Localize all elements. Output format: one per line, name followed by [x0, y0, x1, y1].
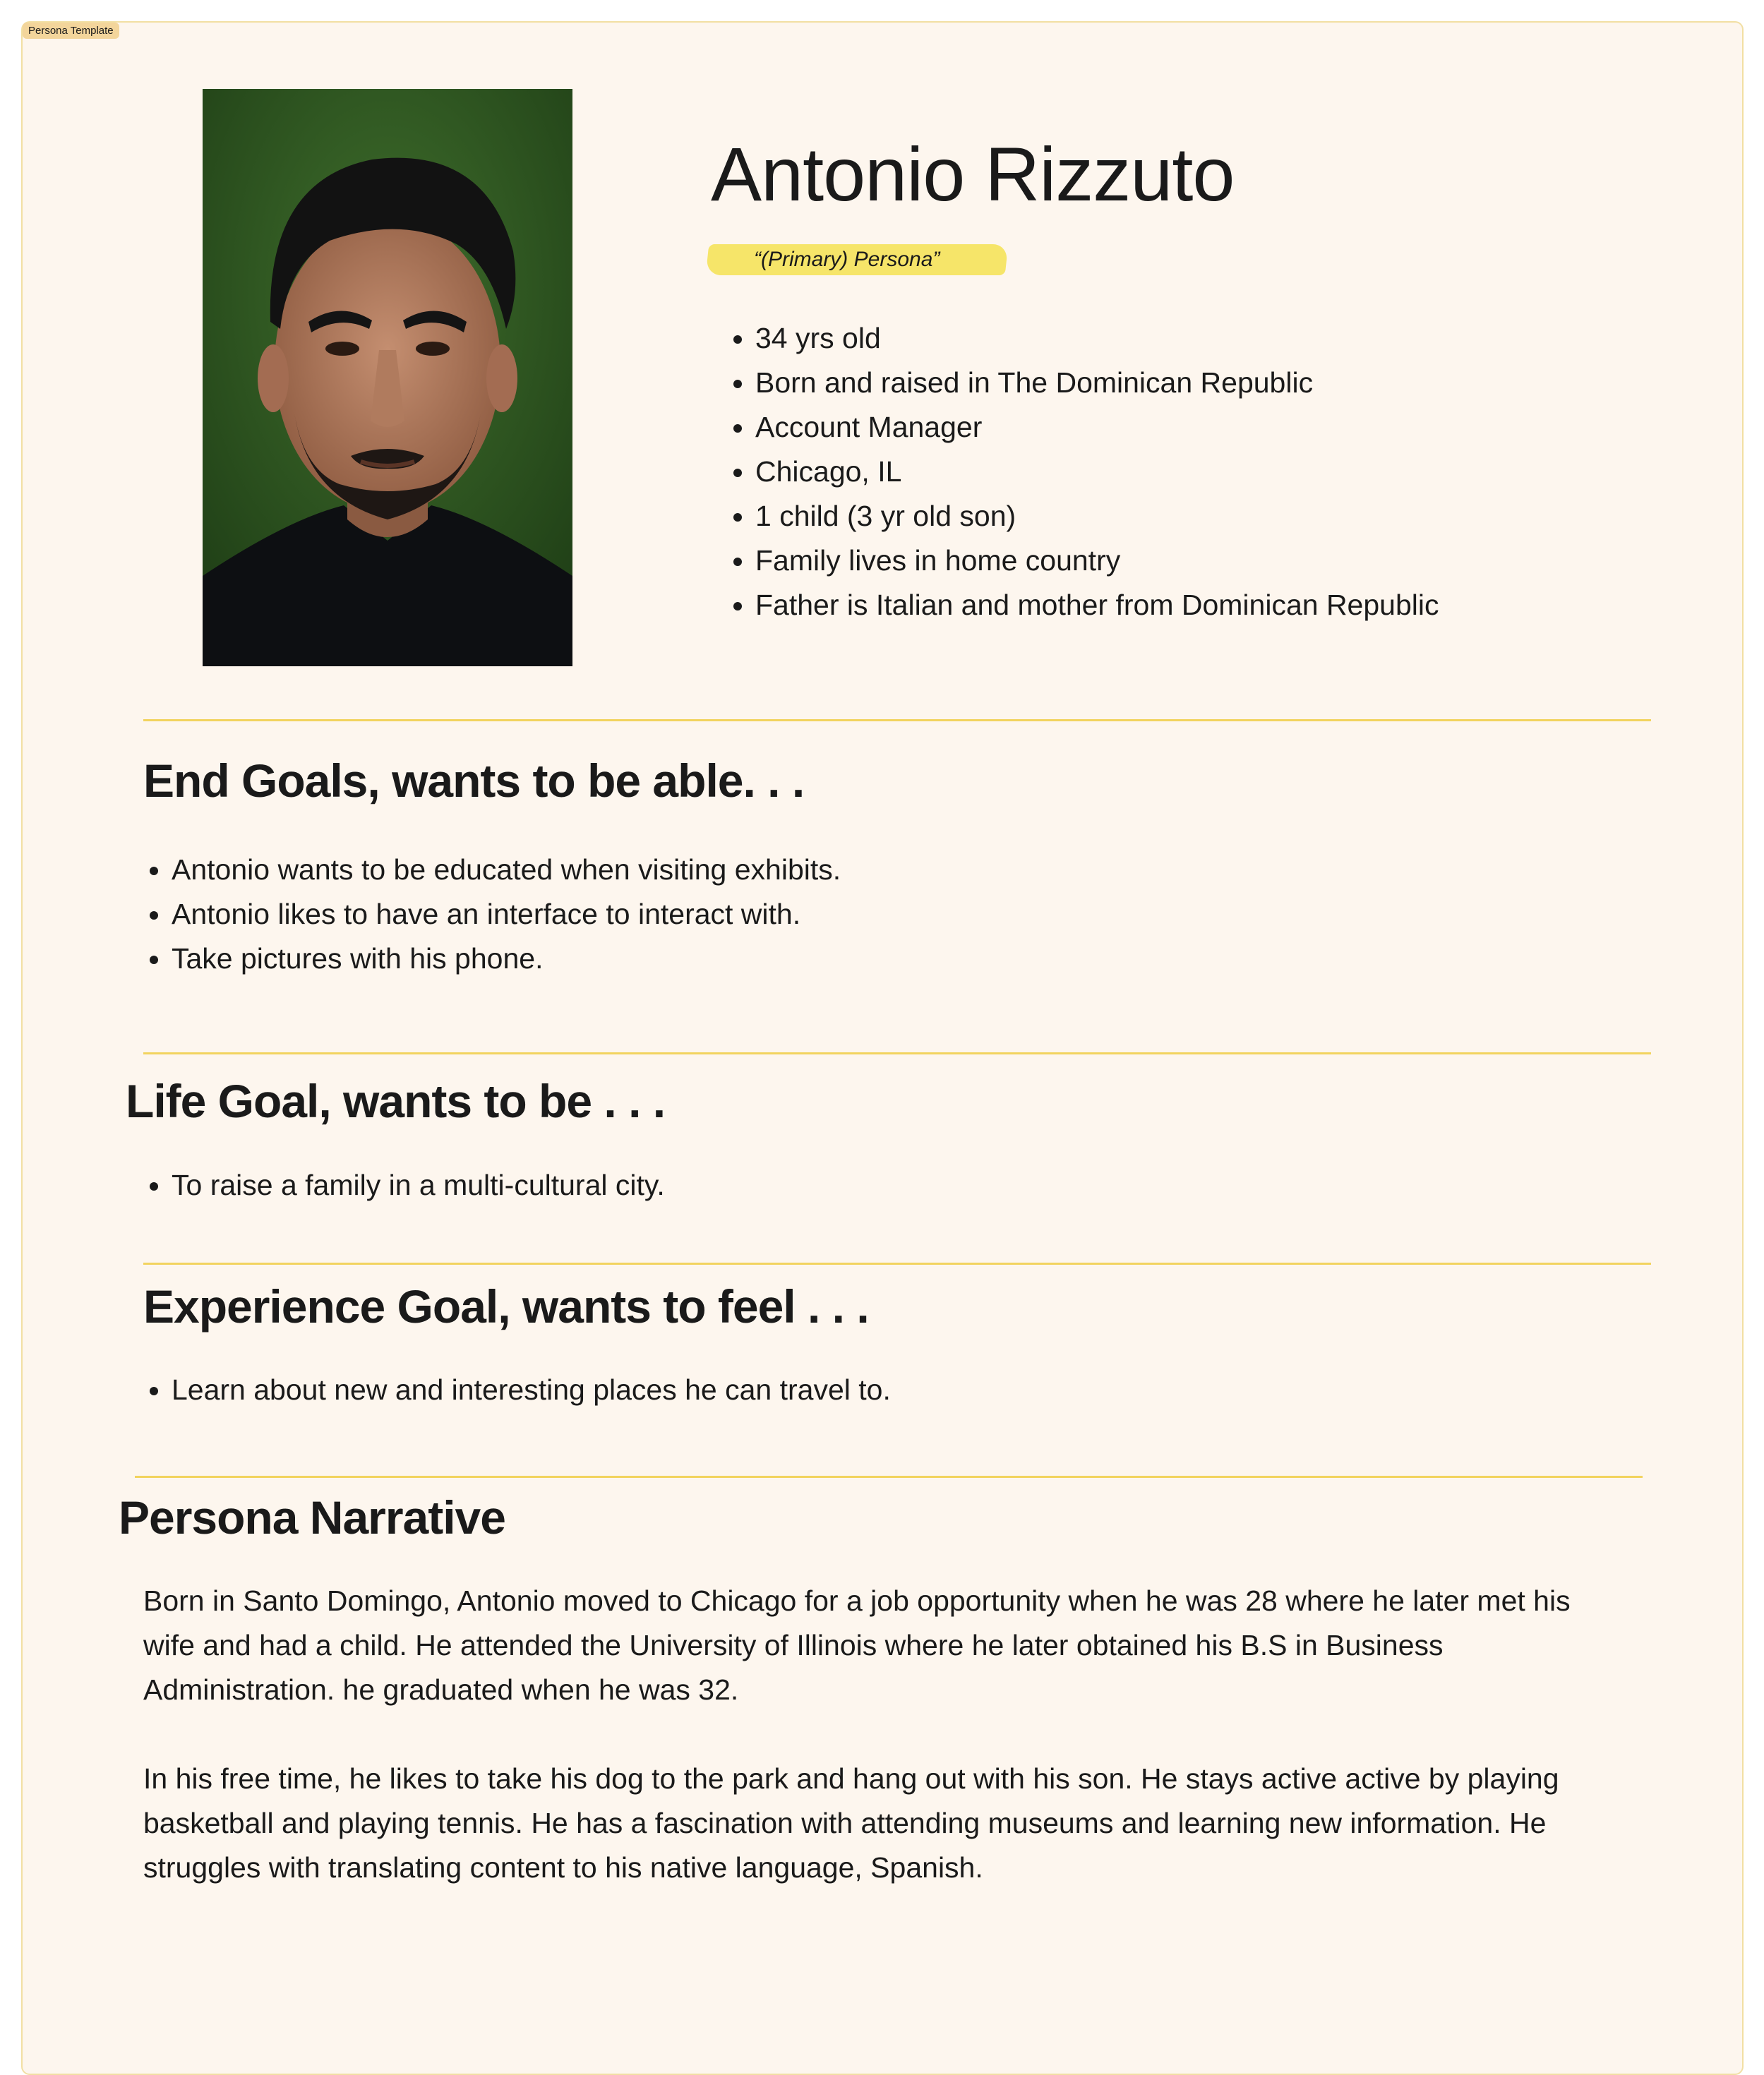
narrative-paragraph: Born in Santo Domingo, Antonio moved to Chicago for a job opportunity when he was 28 where he later met his wife and had a child. He attended the University of Illinois where he later obtained his B.S in Business Administration. he graduated when he was 32. — [143, 1584, 1571, 1706]
persona-photo — [203, 89, 572, 666]
list-item: • Antonio likes to have an interface to interact with. — [172, 892, 841, 937]
persona-facts — [727, 316, 1439, 627]
life-goal-title: Life Goal, wants to be . . . — [126, 1075, 666, 1127]
frame-label[interactable]: Persona Template — [23, 23, 119, 39]
fact-item: • Father is Italian and mother from Dominican Republic — [755, 583, 1439, 627]
experience-goal-list — [143, 1368, 891, 1412]
fact-item: • Chicago, IL — [755, 450, 1439, 494]
persona-name: Antonio Rizzuto — [711, 131, 1235, 217]
narrative-title: Persona Narrative — [119, 1491, 505, 1544]
section-divider — [135, 1476, 1643, 1478]
fact-item: • Family lives in home country — [755, 539, 1439, 583]
life-goal-list — [143, 1163, 665, 1208]
end-goals-list — [143, 848, 841, 981]
end-goals-title: End Goals, wants to be able. . . — [143, 754, 805, 807]
fact-item: • 1 child (3 yr old son) — [755, 494, 1439, 539]
section-divider — [143, 1052, 1651, 1054]
list-item: • Take pictures with his phone. — [172, 937, 841, 981]
section-divider — [143, 719, 1651, 721]
experience-goal-title: Experience Goal, wants to feel . . . — [143, 1280, 869, 1333]
section-divider — [143, 1263, 1651, 1265]
fact-item: • 34 yrs old — [755, 316, 1439, 361]
list-item: • To raise a family in a multi-cultural city. — [172, 1163, 665, 1208]
list-item: • Learn about new and interesting places he can travel to. — [172, 1368, 891, 1412]
fact-item: • Born and raised in The Dominican Republic — [755, 361, 1439, 405]
narrative-paragraph: In his free time, he likes to take his dog to the park and hang out with his son. He stays active active by playing basketball and playing tennis. He has a fascination with attending museums and learning new information. He struggles with translating content to his native language, Spanish. — [143, 1762, 1559, 1884]
fact-item: • Account Manager — [755, 405, 1439, 450]
persona-tag: “(Primary) Persona” — [754, 248, 940, 271]
list-item: • Antonio wants to be educated when visiting exhibits. — [172, 848, 841, 892]
